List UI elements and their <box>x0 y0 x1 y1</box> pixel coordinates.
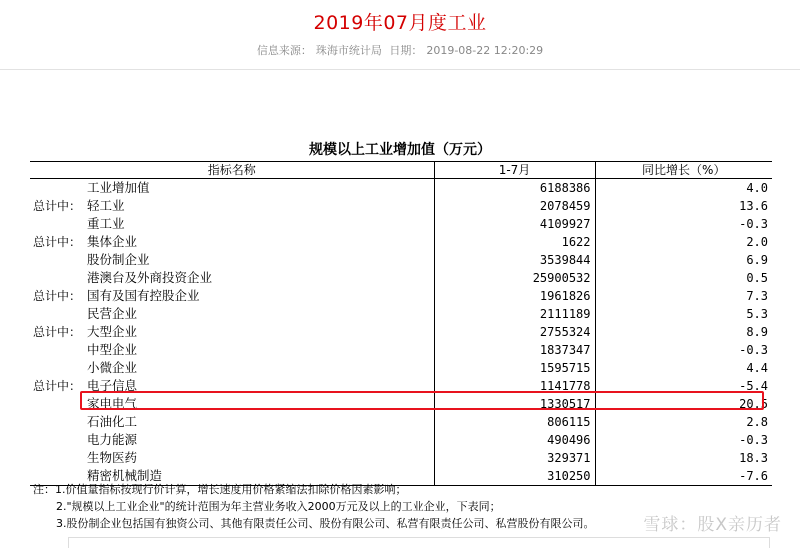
growth-cell: -0.3 <box>595 215 772 233</box>
growth-cell: 13.6 <box>595 197 772 215</box>
table-row <box>30 233 772 251</box>
value-cell: 1622 <box>434 233 595 251</box>
row-name: 轻工业 <box>87 198 125 213</box>
row-prefix: 总计中： <box>33 325 82 339</box>
value-cell: 2078459 <box>434 197 595 215</box>
indicator-cell <box>30 449 434 467</box>
growth-cell: 5.3 <box>595 305 772 323</box>
growth-cell: 7.3 <box>595 287 772 305</box>
indicator-cell <box>30 269 434 287</box>
value-cell: 310250 <box>434 467 595 486</box>
value-cell: 4109927 <box>434 215 595 233</box>
source-label: 信息来源： <box>256 44 312 57</box>
header-period: 1-7月 <box>434 162 595 179</box>
meta-line <box>0 42 800 58</box>
table-header-row <box>30 162 772 179</box>
growth-cell: 4.0 <box>595 179 772 198</box>
value-cell: 1595715 <box>434 359 595 377</box>
row-name: 重工业 <box>87 216 125 231</box>
value-cell: 2755324 <box>434 323 595 341</box>
footer-box <box>68 537 770 548</box>
row-name: 家电电气 <box>87 396 138 411</box>
value-cell: 329371 <box>434 449 595 467</box>
note-2: 2."规模以上工业企业"的统计范围为年主营业务收入2000万元及以上的工业企业，下表同； <box>56 500 501 513</box>
row-name: 股份制企业 <box>87 252 150 267</box>
value-cell: 6188386 <box>434 179 595 198</box>
growth-cell: -0.3 <box>595 431 772 449</box>
indicator-cell <box>30 341 434 359</box>
row-name: 小微企业 <box>87 360 138 375</box>
growth-cell: 0.5 <box>595 269 772 287</box>
table-row <box>30 413 772 431</box>
row-prefix: 总计中： <box>33 235 82 249</box>
row-name: 精密机械制造 <box>87 468 163 483</box>
value-cell: 806115 <box>434 413 595 431</box>
growth-cell: -5.4 <box>595 377 772 395</box>
growth-cell: 20.5 <box>595 395 772 413</box>
growth-cell: 4.4 <box>595 359 772 377</box>
growth-cell: 2.0 <box>595 233 772 251</box>
indicator-cell <box>30 305 434 323</box>
table-row <box>30 449 772 467</box>
growth-cell: 2.8 <box>595 413 772 431</box>
row-name: 民营企业 <box>87 306 138 321</box>
indicator-cell <box>30 233 434 251</box>
table-row <box>30 305 772 323</box>
watermark: 雪球：股X亲历者 <box>643 515 782 535</box>
indicator-cell <box>30 413 434 431</box>
indicator-cell <box>30 359 434 377</box>
table-row <box>30 323 772 341</box>
table-row <box>30 341 772 359</box>
row-name: 工业增加值 <box>87 180 150 195</box>
industry-table <box>30 161 772 486</box>
table-row <box>30 197 772 215</box>
row-name: 大型企业 <box>87 324 138 339</box>
row-name: 国有及国有控股企业 <box>87 288 200 303</box>
value-cell: 490496 <box>434 431 595 449</box>
growth-cell: -0.3 <box>595 341 772 359</box>
growth-cell: -7.6 <box>595 467 772 486</box>
page-title: 2019年07月度工业 <box>313 12 487 34</box>
table-row <box>30 215 772 233</box>
row-prefix: 总计中： <box>33 199 82 213</box>
header-divider <box>0 69 800 70</box>
table-row <box>30 287 772 305</box>
row-name: 中型企业 <box>87 342 138 357</box>
date-value: 2019-08-22 12:20:29 <box>426 44 544 57</box>
value-cell: 1141778 <box>434 377 595 395</box>
row-name: 集体企业 <box>87 234 138 249</box>
source-value[interactable]: 珠海市统计局 <box>315 44 382 57</box>
date-label: 日期： <box>389 44 423 57</box>
indicator-cell <box>30 251 434 269</box>
table-row <box>30 179 772 198</box>
indicator-cell <box>30 431 434 449</box>
value-cell: 3539844 <box>434 251 595 269</box>
highlight-box <box>80 391 764 410</box>
row-prefix: 总计中： <box>33 379 82 393</box>
row-name: 生物医药 <box>87 450 138 465</box>
indicator-cell <box>30 179 434 198</box>
indicator-cell <box>30 197 434 215</box>
growth-cell: 8.9 <box>595 323 772 341</box>
value-cell: 1961826 <box>434 287 595 305</box>
note-1: 注：1.价值量指标按现行价计算，增长速度用价格紧缩法扣除价格因素影响； <box>33 483 407 496</box>
value-cell: 1837347 <box>434 341 595 359</box>
header-indicator: 指标名称 <box>30 162 434 179</box>
table-row <box>30 431 772 449</box>
row-prefix: 总计中： <box>33 289 82 303</box>
table-row <box>30 359 772 377</box>
table-row <box>30 251 772 269</box>
value-cell: 2111189 <box>434 305 595 323</box>
value-cell: 1330517 <box>434 395 595 413</box>
indicator-cell <box>30 323 434 341</box>
growth-cell: 6.9 <box>595 251 772 269</box>
value-cell: 25900532 <box>434 269 595 287</box>
indicator-cell <box>30 215 434 233</box>
table-title: 规模以上工业增加值（万元） <box>309 142 491 158</box>
row-name: 港澳台及外商投资企业 <box>87 270 213 285</box>
header-growth: 同比增长（%） <box>595 162 772 179</box>
indicator-cell <box>30 287 434 305</box>
row-name: 电子信息 <box>87 378 138 393</box>
table-row <box>30 269 772 287</box>
row-name: 石油化工 <box>87 414 138 429</box>
note-3: 3.股份制企业包括国有独资公司、其他有限责任公司、股份有限公司、私营有限责任公司、私营股份有限公司。 <box>56 517 595 530</box>
row-name: 电力能源 <box>87 432 138 447</box>
growth-cell: 18.3 <box>595 449 772 467</box>
